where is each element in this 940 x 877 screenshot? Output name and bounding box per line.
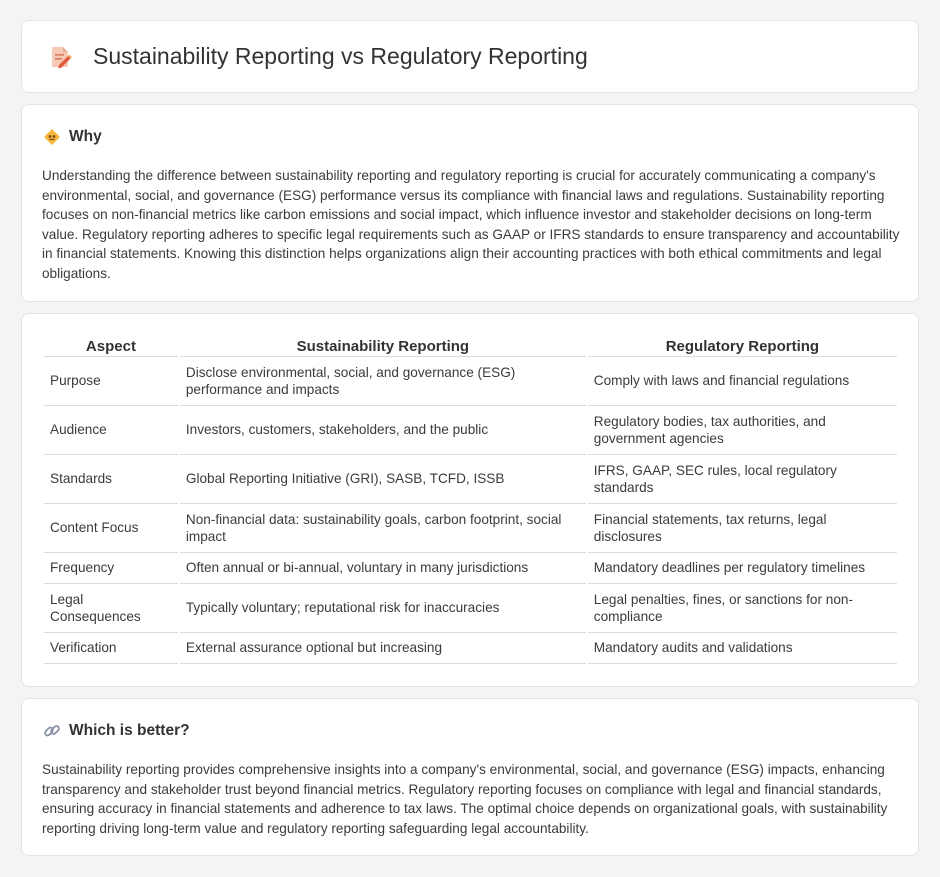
bulb-icon <box>43 128 61 146</box>
header-sustainability: Sustainability Reporting <box>180 336 586 357</box>
cell-sustainability: External assurance optional but increasing <box>180 633 586 664</box>
table-row <box>44 455 897 504</box>
table-row <box>44 357 897 406</box>
table-row <box>44 553 897 584</box>
header-aspect: Aspect <box>44 336 178 357</box>
cell-regulatory: Mandatory audits and validations <box>588 633 897 664</box>
why-heading: Why <box>69 128 102 145</box>
better-paragraph: Sustainability reporting provides comprehensive insights into a company's environmental, social, and governance (ESG) impacts, enhancing transparency and stakeholder trust beyond financial metrics. Regulatory reporting focuses on compliance with legal and financial standards, ensuring accuracy in financial statements and adherence to tax laws. The optimal choice depends on organizational goals, with sustainability reporting driving long-term value and regulatory reporting safeguarding legal accountability. <box>42 762 888 836</box>
better-heading: Which is better? <box>69 722 190 739</box>
link-icon <box>43 722 61 740</box>
cell-sustainability: Global Reporting Initiative (GRI), SASB, TCFD, ISSB <box>180 455 586 504</box>
cell-aspect: Standards <box>44 455 178 504</box>
cell-aspect: Verification <box>44 633 178 664</box>
table-row <box>44 633 897 664</box>
cell-sustainability: Disclose environmental, social, and governance (ESG) performance and impacts <box>180 357 586 406</box>
document-edit-icon <box>47 44 73 70</box>
cell-regulatory: Regulatory bodies, tax authorities, and government agencies <box>588 406 897 455</box>
why-header <box>43 128 102 146</box>
table-row <box>44 504 897 553</box>
better-header <box>43 722 190 740</box>
cell-regulatory: Financial statements, tax returns, legal disclosures <box>588 504 897 553</box>
cell-aspect: Legal Consequences <box>44 584 178 633</box>
cell-aspect: Content Focus <box>44 504 178 553</box>
cell-aspect: Audience <box>44 406 178 455</box>
header-regulatory: Regulatory Reporting <box>588 336 897 357</box>
cell-aspect: Purpose <box>44 357 178 406</box>
table-row <box>44 406 897 455</box>
comparison-card <box>21 313 919 687</box>
cell-regulatory: IFRS, GAAP, SEC rules, local regulatory standards <box>588 455 897 504</box>
why-paragraph: Understanding the difference between sustainability reporting and regulatory reporting is crucial for accurately communicating a company's environmental, social, and governance (ESG) performance versus its compliance with financial laws and regulations. Sustainability reporting focuses on non-financial metrics like carbon emissions and social impact, which influence investor and stakeholder decisions on long-term value. Regulatory reporting adheres to specific legal requirements such as GAAP or IFRS standards to ensure transparency and accountability in financial statements. Knowing this distinction helps organizations align their accounting practices with both ethical commitments and legal obligations. <box>42 168 900 281</box>
which-is-better-card <box>21 698 919 856</box>
cell-sustainability: Non-financial data: sustainability goals, carbon footprint, social impact <box>180 504 586 553</box>
title-card <box>21 20 919 93</box>
cell-sustainability: Often annual or bi-annual, voluntary in many jurisdictions <box>180 553 586 584</box>
cell-sustainability: Investors, customers, stakeholders, and the public <box>180 406 586 455</box>
cell-sustainability: Typically voluntary; reputational risk for inaccuracies <box>180 584 586 633</box>
page-title: Sustainability Reporting vs Regulatory Reporting <box>93 43 588 69</box>
table-header-row <box>44 336 897 357</box>
cell-regulatory: Mandatory deadlines per regulatory timelines <box>588 553 897 584</box>
cell-regulatory: Legal penalties, fines, or sanctions for non-compliance <box>588 584 897 633</box>
why-card <box>21 104 919 302</box>
table-row <box>44 584 897 633</box>
comparison-table <box>42 336 899 664</box>
cell-regulatory: Comply with laws and financial regulations <box>588 357 897 406</box>
cell-aspect: Frequency <box>44 553 178 584</box>
